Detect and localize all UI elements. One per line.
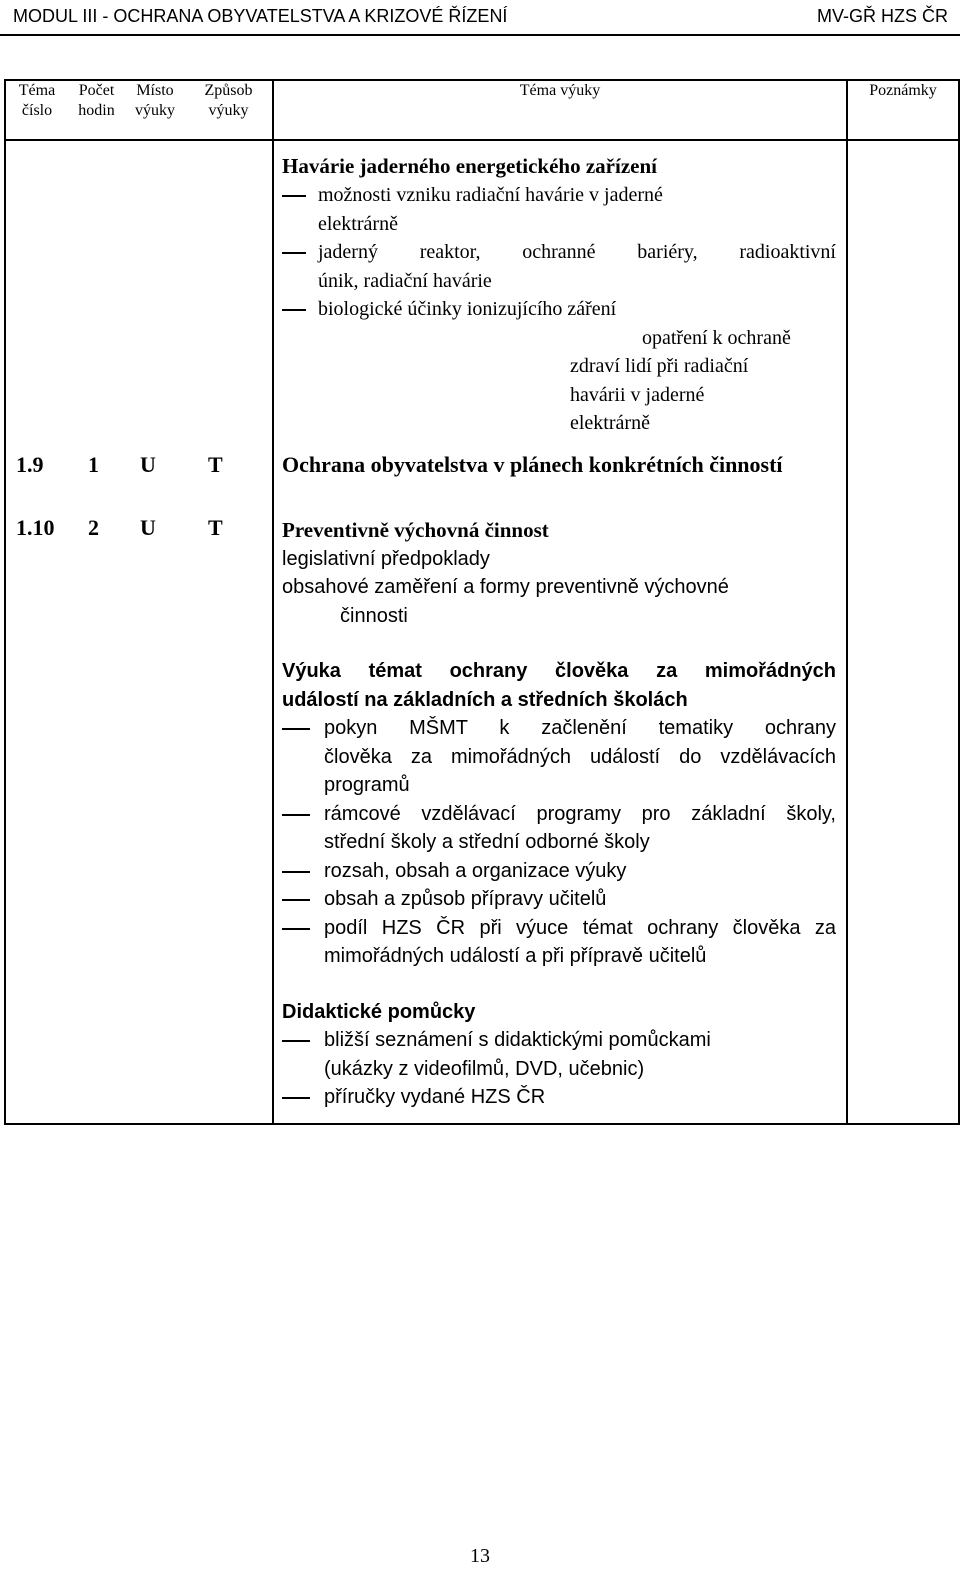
method: T [208,514,223,540]
list-item: možnosti vzniku radiační havárie v jaderné elektrárně [282,181,836,238]
topic-cell [273,140,847,438]
table-row [5,140,959,438]
dash-bullet-icon [282,899,310,901]
dash-bullet-icon [282,928,310,930]
col-header-zpusob-vyuky: Způsob výuky [185,80,273,140]
topic-cell [273,438,847,509]
list-item: příručky vydané HZS ČR [282,1083,836,1112]
dash-bullet-icon [282,252,306,254]
sub-note: opatření k ochraně zdraví lidí při radiační havárii v jaderné elektrárně [570,326,791,434]
topic-title: Preventivně výchovná činnost [282,517,549,542]
list-item: pokyn MŠMT k začlenění tematiky ochrany člověka za mimořádných událostí do vzdělávacích programů [282,714,836,800]
dash-bullet-icon [282,1097,310,1099]
list-item: rozsah, obsah a organizace výuky [282,857,836,886]
page-header [0,0,960,34]
section-schools [282,657,836,971]
section-title: událostí na základních a středních školách [282,688,688,711]
place: U [140,514,156,540]
header-module-title: MODUL III - OCHRANA OBYVATELSTVA A KRIZOVÉ ŘÍZENÍ [13,6,508,26]
col-header-poznamky: Poznámky [847,80,959,140]
col-header-pocet-hodin: Počet hodin [68,80,125,140]
dash-bullet-icon [282,195,306,197]
section-title: Výuka témat ochrany člověka za mimořádných [282,660,836,682]
topic-title: Ochrana obyvatelstva v plánech konkrétních činností [282,451,783,477]
topic-cell [273,509,847,1124]
table-row [5,438,959,509]
dash-bullet-icon [282,728,310,730]
syllabus-table [4,79,960,1125]
hours: 1 [88,451,99,477]
col-header-misto-vyuky: Místo výuky [125,80,185,140]
place: U [140,451,156,477]
dash-bullet-icon [282,871,310,873]
section-didactic-aids [282,998,836,1112]
dash-bullet-icon [282,309,306,311]
topic-number: 1.9 [16,451,44,477]
list-item: bližší seznámení s didaktickými pomůckami (ukázky z videofilmů, DVD, učebnic) [282,1026,836,1083]
topic-title: Havárie jaderného energetického zařízení [282,154,657,178]
dash-bullet-icon [282,814,310,816]
table-row [5,509,959,1124]
section-title: Didaktické pomůcky [282,1000,476,1023]
page-number: 13 [470,1545,490,1567]
header-rule [0,34,960,36]
dash-bullet-icon [282,1040,310,1042]
topic-number: 1.10 [16,514,55,540]
header-organization: MV-GŘ HZS ČR [816,6,948,26]
list-item: biologické účinky ionizujícího záření [282,295,836,324]
method: T [208,451,223,477]
hours: 2 [88,514,99,540]
col-header-tema-cislo: Téma číslo [5,80,68,140]
list-item: rámcové vzdělávací programy pro základní školy, střední školy a střední odborné školy [282,800,836,857]
list-item: jaderný reaktor, ochranné bariéry, radioaktivní únik, radiační havárie [282,238,836,295]
list-item: podíl HZS ČR při výuce témat ochrany člověka za mimořádných událostí a při přípravě učitelů [282,914,836,971]
table-header-row [5,80,959,140]
list-item: obsah a způsob přípravy učitelů [282,885,836,914]
col-header-tema-vyuky: Téma výuky [273,80,847,140]
topic-lines: legislativní předpoklady obsahové zaměření a formy preventivně výchovné činnosti [282,547,729,627]
